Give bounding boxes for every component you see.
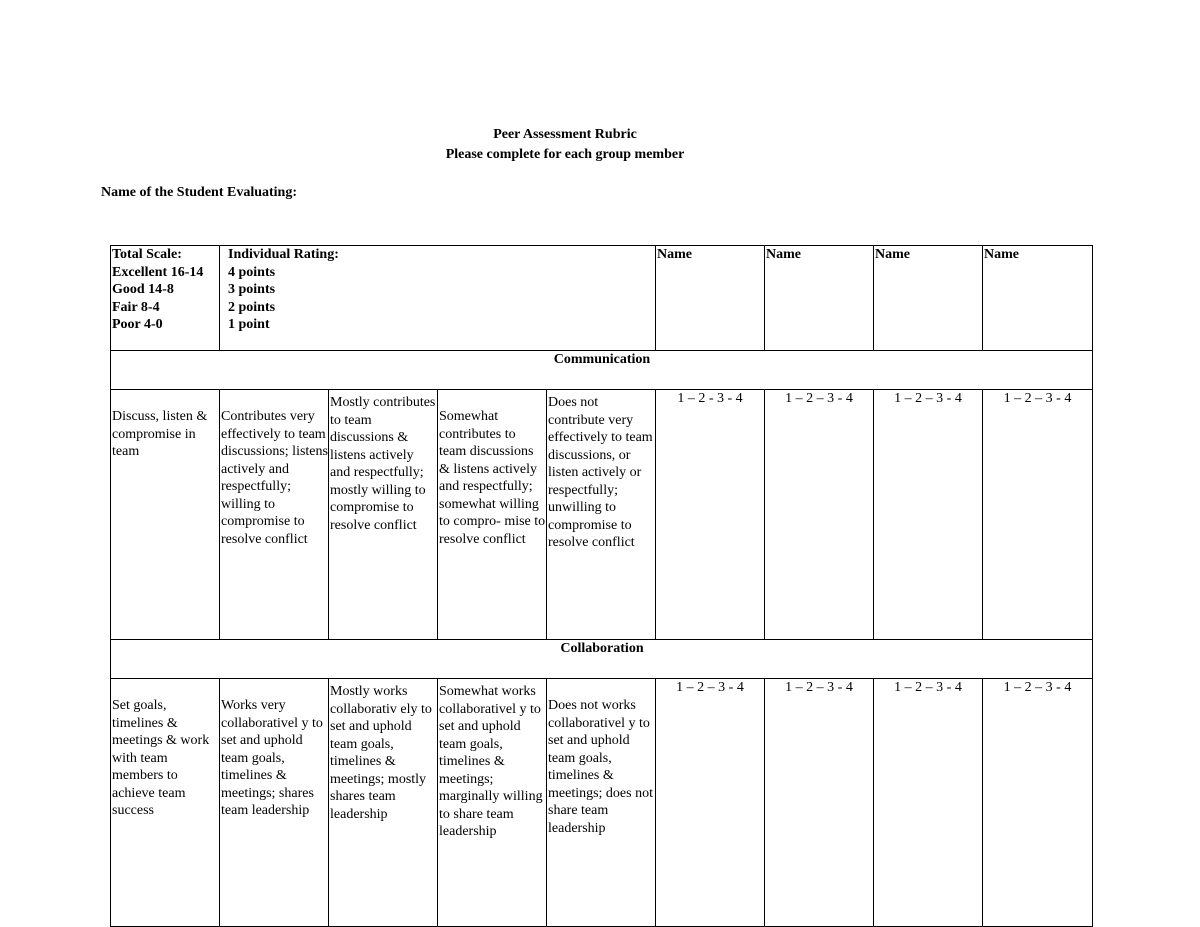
section-row-collaboration	[111, 640, 1093, 679]
name-header-4[interactable]: Name	[983, 246, 1093, 351]
evaluator-name-label: Name of the Student Evaluating:	[101, 185, 298, 200]
scale-good: Good 14-8	[112, 282, 174, 297]
rating-scale-member-3[interactable]: 1 – 2 – 3 - 4	[874, 390, 983, 640]
descriptor-3-points: Mostly contributes to team discussions & listens actively and respectfully; mostly willing to compromise to resolve conflict	[329, 390, 438, 640]
section-row-communication	[111, 351, 1093, 390]
descriptor-1-point: Does not works collaborativel y to set and uphold team goals, timelines & meetings; does not share team leadership	[547, 679, 656, 927]
criterion-cell: Set goals, timelines & meetings & work with team members to achieve team success	[111, 679, 220, 927]
rating-4-points: 4 points	[228, 264, 276, 280]
descriptor-2-points: Somewhat contributes to team discussions & listens actively and respectfully; somewhat willing to compro- mise to resolve conflict	[438, 390, 547, 640]
rating-1-point: 1 point	[228, 317, 270, 332]
page-subtitle: Please complete for each group member	[445, 147, 685, 162]
rating-scale-member-2[interactable]: 1 – 2 – 3 - 4	[765, 679, 874, 927]
header-row	[111, 246, 1093, 351]
rating-scale-member-4[interactable]: 1 – 2 – 3 - 4	[983, 679, 1093, 927]
rating-scale-member-2[interactable]: 1 – 2 – 3 - 4	[765, 390, 874, 640]
rating-scale-member-3[interactable]: 1 – 2 – 3 - 4	[874, 679, 983, 927]
scale-poor: Poor 4-0	[112, 317, 163, 332]
rubric-table	[110, 245, 1093, 927]
name-header-1[interactable]: Name	[656, 246, 765, 351]
individual-rating-label: Individual Rating:	[228, 247, 339, 262]
criterion-cell: Discuss, listen & compromise in team	[111, 390, 220, 640]
section-title: Collaboration	[111, 640, 1093, 679]
individual-rating-cell	[220, 246, 656, 351]
descriptor-3-points: Mostly works collaborativ ely to set and uphold team goals, timelines & meetings; mostly shares team leadership	[329, 679, 438, 927]
descriptor-4-points: Contributes very effectively to team discussions; listens actively and respectfully; willing to compromise to resolve conflict	[220, 390, 329, 640]
name-header-2[interactable]: Name	[765, 246, 874, 351]
scale-excellent: Excellent 16-14	[112, 264, 204, 280]
page-title: Peer Assessment Rubric	[493, 127, 637, 142]
descriptor-2-points: Somewhat works collaborativel y to set and uphold team goals, timelines & meetings; marginally willing to share team leadership	[438, 679, 547, 927]
name-header-3[interactable]: Name	[874, 246, 983, 351]
rating-2-points: 2 points	[228, 299, 276, 315]
criterion-row-collaboration	[111, 679, 1093, 927]
criterion-row-communication	[111, 390, 1093, 640]
scale-fair: Fair 8-4	[112, 299, 160, 315]
rating-3-points: 3 points	[228, 282, 276, 297]
rating-scale-member-4[interactable]: 1 – 2 – 3 - 4	[983, 390, 1093, 640]
total-scale-label: Total Scale:	[112, 247, 182, 262]
document-header	[0, 125, 1130, 165]
rating-scale-member-1[interactable]: 1 – 2 – 3 - 4	[656, 679, 765, 927]
rating-scale-member-1[interactable]: 1 – 2 - 3 - 4	[656, 390, 765, 640]
descriptor-1-point: Does not contribute very effectively to team discussions, or listen actively or respectfully; unwilling to compromise to resolve conflict	[547, 390, 656, 640]
total-scale-cell	[111, 246, 220, 351]
descriptor-4-points: Works very collaborativel y to set and uphold team goals, timelines & meetings; shares team leadership	[220, 679, 329, 927]
section-title: Communication	[111, 351, 1093, 390]
